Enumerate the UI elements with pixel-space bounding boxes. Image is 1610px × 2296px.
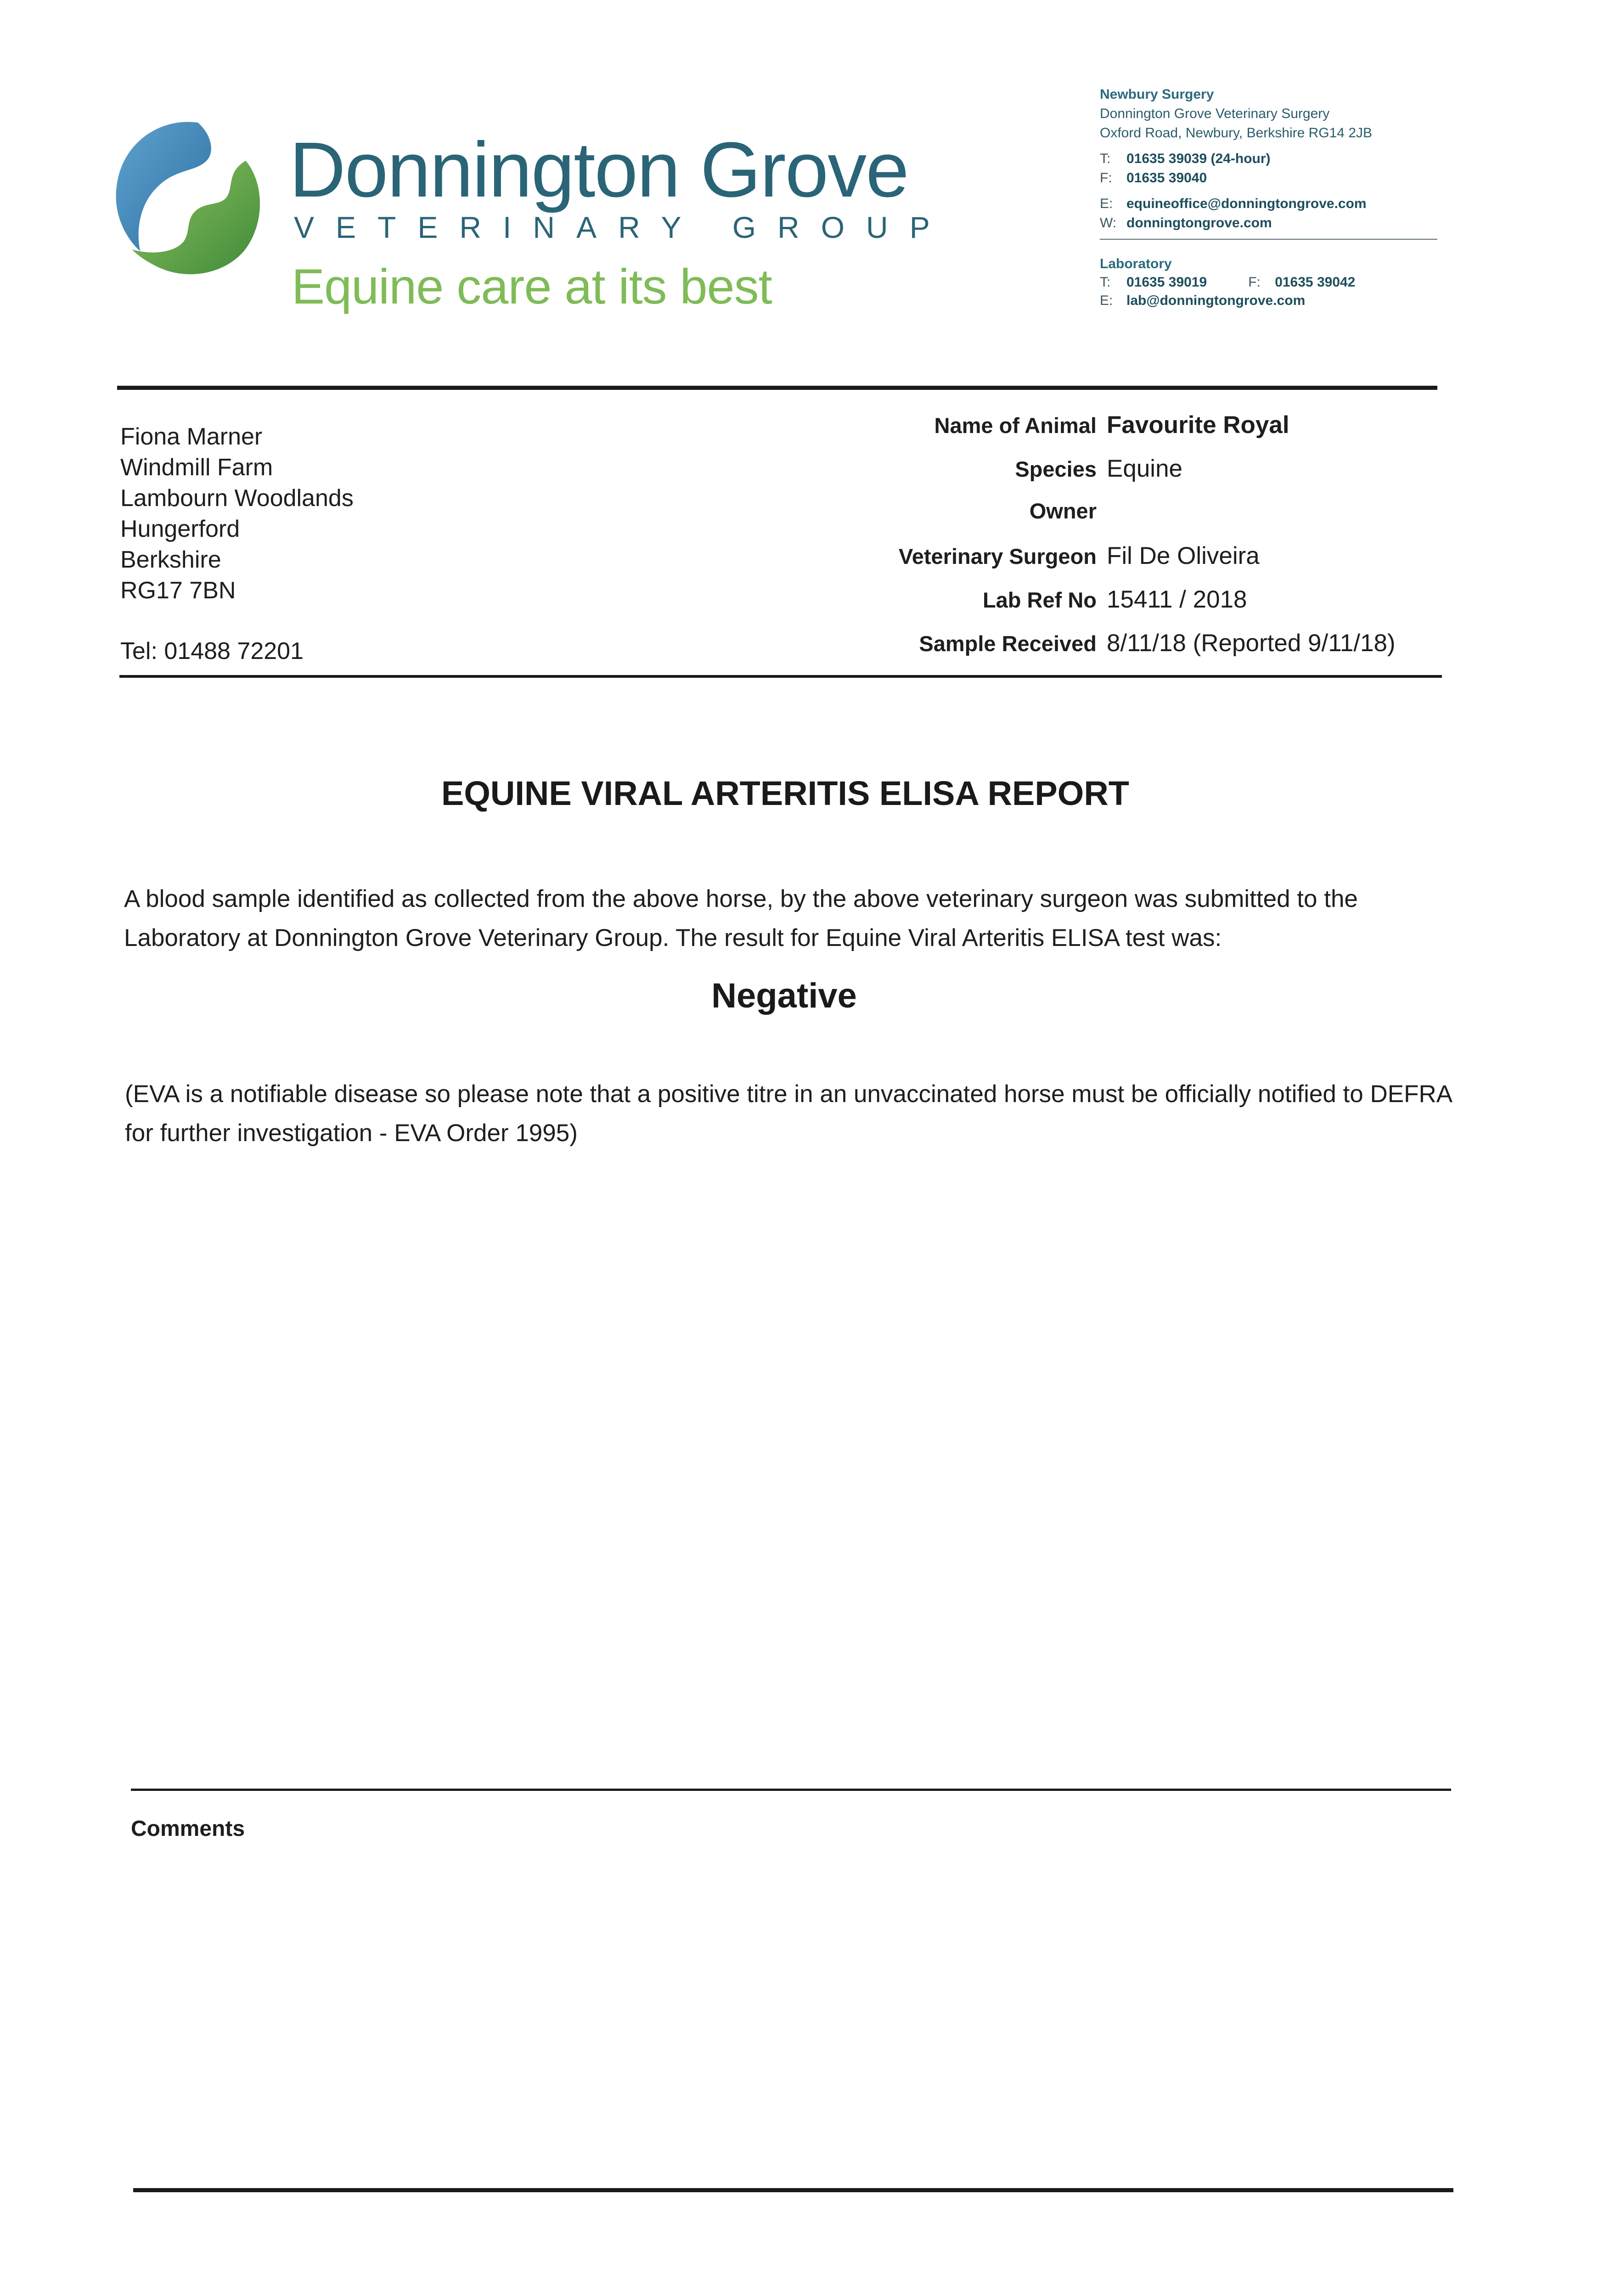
sample-received-label: Sample Received — [919, 631, 1097, 656]
species-value: Equine — [1107, 455, 1183, 482]
surgery-web-label: W: — [1100, 215, 1117, 231]
laboratory-email-label: E: — [1100, 293, 1113, 308]
surgery-email-row — [1100, 194, 1513, 214]
client-address-block — [120, 422, 354, 606]
surgery-address-line2: Oxford Road, Newbury, Berkshire RG14 2JB — [1100, 125, 1373, 141]
laboratory-heading: Laboratory — [1100, 256, 1172, 271]
laboratory-fax-label: F: — [1248, 275, 1261, 290]
comments-label: Comments — [131, 1817, 245, 1841]
vet-value: Fil De Oliveira — [1107, 542, 1260, 569]
animal-name: Favourite Royal — [1107, 411, 1289, 439]
detail-row-vet — [827, 542, 1451, 585]
surgery-fax: 01635 39040 — [1126, 170, 1207, 186]
surgery-phone-row — [1100, 149, 1513, 169]
test-result: Negative — [711, 976, 857, 1015]
surgery-email-link[interactable]: equineoffice@donningtongrove.com — [1126, 196, 1367, 211]
surgery-web-link[interactable]: donningtongrove.com — [1126, 215, 1272, 231]
lab-ref-label: Lab Ref No — [982, 588, 1097, 612]
comments-rule — [131, 1789, 1451, 1791]
laboratory-contact — [1100, 255, 1513, 310]
vet-label: Veterinary Surgeon — [899, 544, 1097, 568]
laboratory-phone-row — [1100, 273, 1513, 292]
brand-tagline: Equine care at its best — [292, 259, 772, 314]
animal-details — [827, 411, 1451, 673]
client-address-line: Lambourn Woodlands — [120, 485, 354, 512]
laboratory-fax: 01635 39042 — [1275, 275, 1356, 290]
detail-row-lab-ref — [827, 585, 1451, 629]
client-telephone: Tel: 01488 72201 — [120, 638, 304, 664]
surgery-fax-label: F: — [1100, 170, 1112, 186]
laboratory-email-link[interactable]: lab@donningtongrove.com — [1126, 293, 1306, 308]
surgery-fax-row — [1100, 169, 1513, 188]
client-address-line: Hungerford — [120, 516, 240, 542]
logo-icon — [108, 117, 266, 278]
footer-rule — [133, 2188, 1453, 2192]
detail-row-animal-name — [827, 411, 1451, 455]
client-name: Fiona Marner — [120, 423, 263, 450]
brand-name: Donnington Grove — [289, 126, 908, 214]
client-address-line: Berkshire — [120, 546, 221, 573]
report-body: A blood sample identified as collected from the above horse, by the above veterinary surgeon was submitted to the Laboratory at Donnington Grove Veterinary Group. The result for Equine Viral Arteritis ELISA test was: — [124, 885, 1358, 951]
laboratory-phone-label: T: — [1100, 275, 1111, 290]
contact-divider — [1100, 239, 1437, 240]
header-rule — [117, 386, 1437, 390]
client-address-line: Windmill Farm — [120, 454, 273, 481]
surgery-address-line1: Donnington Grove Veterinary Surgery — [1100, 106, 1330, 121]
surgery-contact — [1100, 85, 1513, 233]
lab-ref-value: 15411 / 2018 — [1107, 586, 1247, 613]
brand-group: VETERINARY GROUP — [294, 210, 951, 244]
animal-name-label: Name of Animal — [934, 413, 1097, 438]
details-rule — [119, 675, 1442, 678]
notifiable-disease-note: (EVA is a notifiable disease so please note that a positive titre in an unvaccinated horse must be officially notified to DEFRA for further investigation - EVA Order 1995) — [125, 1080, 1452, 1147]
surgery-email-label: E: — [1100, 196, 1113, 211]
laboratory-phone: 01635 39019 — [1126, 275, 1207, 290]
laboratory-email-row — [1100, 292, 1513, 310]
detail-row-owner — [827, 498, 1451, 542]
detail-row-sample-received — [827, 629, 1451, 673]
report-title: EQUINE VIRAL ARTERITIS ELISA REPORT — [441, 774, 1129, 812]
detail-row-species — [827, 455, 1451, 498]
surgery-phone-label: T: — [1100, 151, 1111, 166]
owner-label: Owner — [1029, 499, 1097, 523]
surgery-web-row — [1100, 214, 1513, 233]
species-label: Species — [1015, 457, 1097, 481]
sample-received-value: 8/11/18 (Reported 9/11/18) — [1107, 630, 1396, 657]
client-postcode: RG17 7BN — [120, 577, 236, 604]
surgery-phone: 01635 39039 (24-hour) — [1126, 151, 1271, 166]
surgery-heading: Newbury Surgery — [1100, 87, 1214, 102]
